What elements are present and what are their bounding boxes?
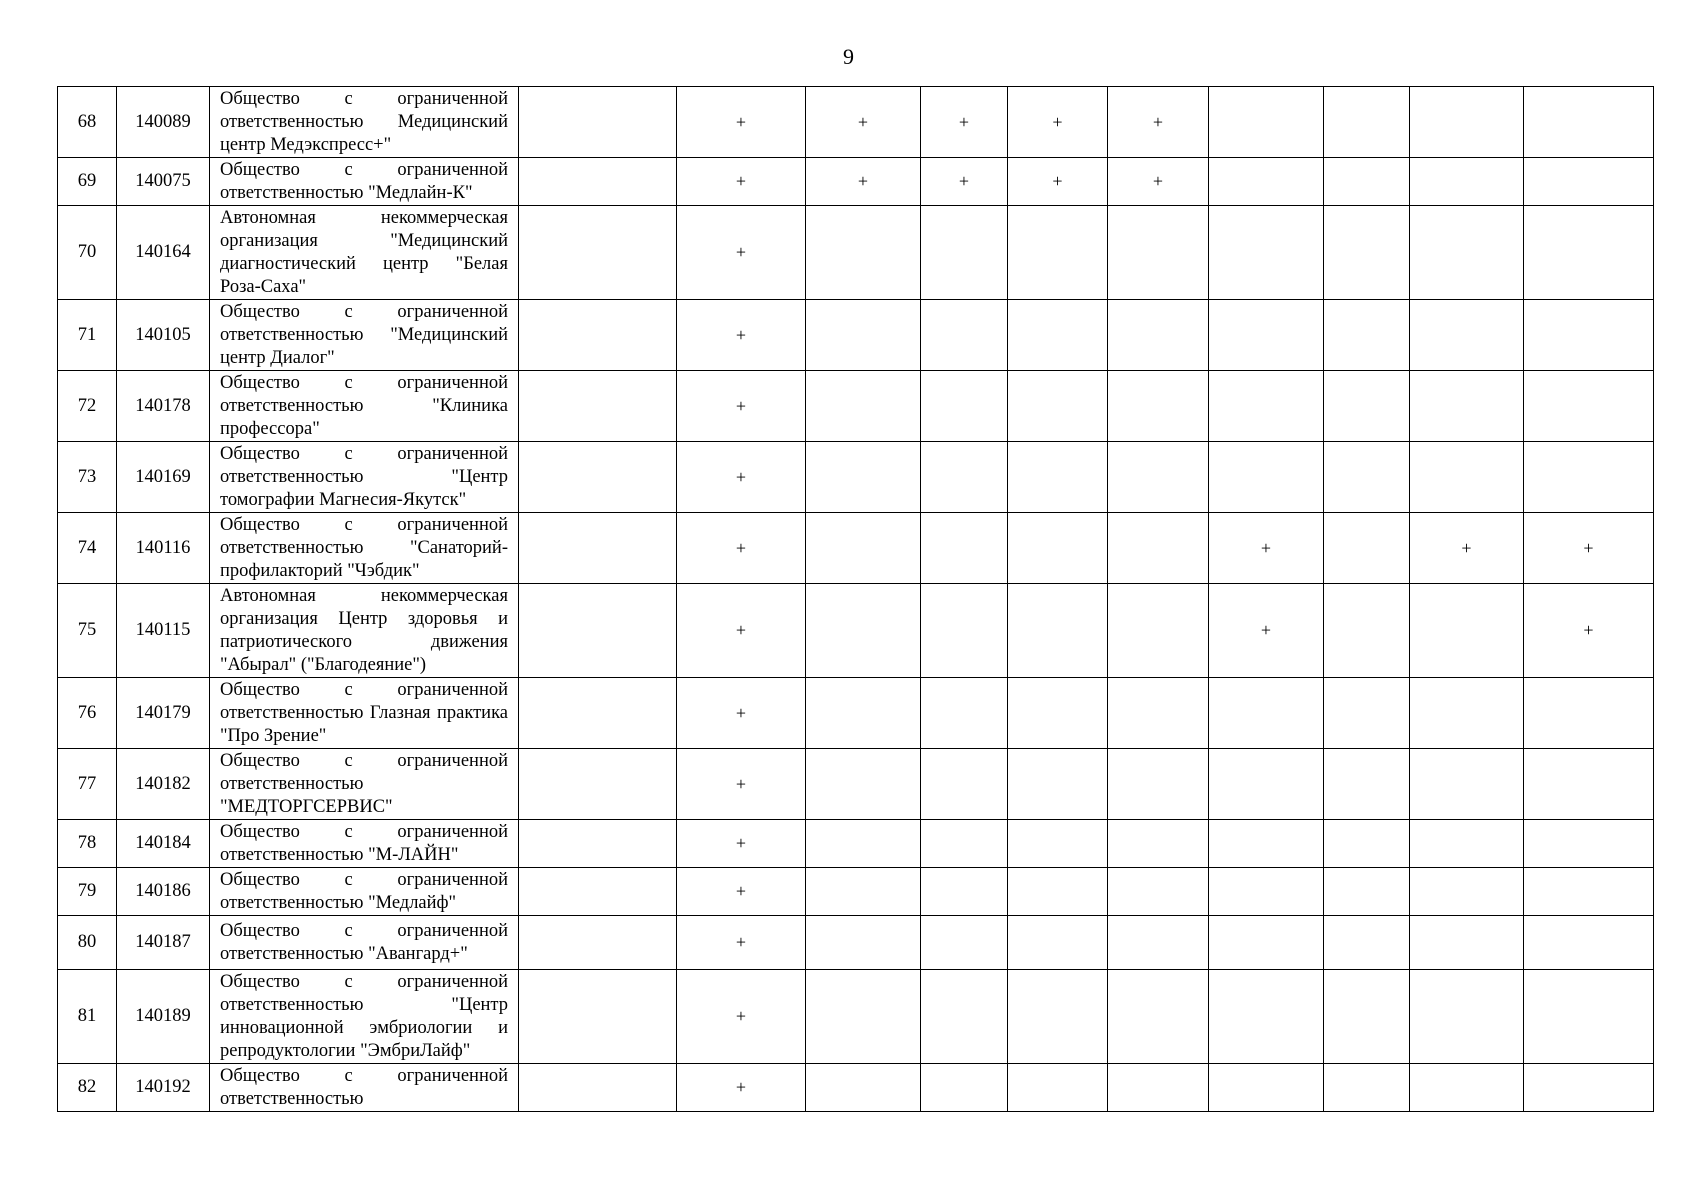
row-number: 68	[58, 87, 117, 158]
mark-cell-9	[1410, 749, 1524, 820]
row-number: 79	[58, 868, 117, 916]
mark-cell-1	[519, 206, 677, 300]
mark-cell-10	[1524, 158, 1654, 206]
registry-code: 140089	[117, 87, 210, 158]
mark-cell-5	[1008, 442, 1108, 513]
organization-name: Общество с ограниченной ответственностью	[210, 1064, 519, 1112]
mark-cell-8	[1324, 371, 1410, 442]
mark-cell-9	[1410, 678, 1524, 749]
row-number: 76	[58, 678, 117, 749]
registry-code: 140182	[117, 749, 210, 820]
row-number: 80	[58, 916, 117, 970]
mark-cell-2: +	[677, 371, 806, 442]
mark-cell-2: +	[677, 87, 806, 158]
mark-cell-8	[1324, 970, 1410, 1064]
organization-name: Общество с ограниченной ответственностью "МЕДТОРГСЕРВИС"	[210, 749, 519, 820]
mark-cell-7	[1209, 206, 1324, 300]
mark-cell-7	[1209, 970, 1324, 1064]
mark-cell-3	[806, 916, 921, 970]
mark-cell-4	[921, 868, 1008, 916]
registry-code: 140105	[117, 300, 210, 371]
mark-cell-8	[1324, 678, 1410, 749]
mark-cell-6	[1108, 916, 1209, 970]
table-row	[58, 87, 1654, 158]
mark-cell-5: +	[1008, 87, 1108, 158]
table-row	[58, 820, 1654, 868]
mark-cell-7	[1209, 868, 1324, 916]
mark-cell-4	[921, 584, 1008, 678]
mark-cell-1	[519, 820, 677, 868]
mark-cell-7	[1209, 1064, 1324, 1112]
mark-cell-1	[519, 87, 677, 158]
mark-cell-10: +	[1524, 584, 1654, 678]
mark-cell-8	[1324, 158, 1410, 206]
organization-name: Общество с ограниченной ответственностью Глазная практика "Про Зрение"	[210, 678, 519, 749]
table-row	[58, 749, 1654, 820]
mark-cell-9	[1410, 970, 1524, 1064]
mark-cell-7	[1209, 749, 1324, 820]
registry-code: 140115	[117, 584, 210, 678]
mark-cell-2: +	[677, 513, 806, 584]
mark-cell-2: +	[677, 584, 806, 678]
mark-cell-6	[1108, 970, 1209, 1064]
mark-cell-2: +	[677, 916, 806, 970]
mark-cell-4	[921, 442, 1008, 513]
mark-cell-3	[806, 584, 921, 678]
mark-cell-8	[1324, 868, 1410, 916]
mark-cell-7: +	[1209, 513, 1324, 584]
mark-cell-3	[806, 868, 921, 916]
mark-cell-5	[1008, 678, 1108, 749]
mark-cell-9	[1410, 300, 1524, 371]
mark-cell-7	[1209, 442, 1324, 513]
mark-cell-10	[1524, 678, 1654, 749]
mark-cell-4	[921, 916, 1008, 970]
mark-cell-10: +	[1524, 513, 1654, 584]
row-number: 73	[58, 442, 117, 513]
registry-code: 140184	[117, 820, 210, 868]
mark-cell-2: +	[677, 158, 806, 206]
row-number: 81	[58, 970, 117, 1064]
mark-cell-10	[1524, 868, 1654, 916]
row-number: 77	[58, 749, 117, 820]
table-row	[58, 300, 1654, 371]
table-row	[58, 970, 1654, 1064]
mark-cell-2: +	[677, 970, 806, 1064]
mark-cell-3	[806, 300, 921, 371]
mark-cell-4	[921, 749, 1008, 820]
mark-cell-1	[519, 868, 677, 916]
registry-code: 140189	[117, 970, 210, 1064]
table-row	[58, 513, 1654, 584]
mark-cell-8	[1324, 442, 1410, 513]
row-number: 69	[58, 158, 117, 206]
mark-cell-10	[1524, 970, 1654, 1064]
mark-cell-10	[1524, 1064, 1654, 1112]
mark-cell-7	[1209, 87, 1324, 158]
registry-code: 140164	[117, 206, 210, 300]
organization-name: Общество с ограниченной ответственностью Медицинский центр Медэкспресс+"	[210, 87, 519, 158]
mark-cell-3: +	[806, 87, 921, 158]
mark-cell-1	[519, 678, 677, 749]
mark-cell-9	[1410, 584, 1524, 678]
mark-cell-5	[1008, 371, 1108, 442]
row-number: 75	[58, 584, 117, 678]
mark-cell-4: +	[921, 158, 1008, 206]
mark-cell-6	[1108, 513, 1209, 584]
mark-cell-3	[806, 678, 921, 749]
organization-name: Общество с ограниченной ответственностью "Медлайн-К"	[210, 158, 519, 206]
mark-cell-6	[1108, 868, 1209, 916]
table-row	[58, 584, 1654, 678]
mark-cell-5	[1008, 970, 1108, 1064]
organization-name: Общество с ограниченной ответственностью "Клиника профессора"	[210, 371, 519, 442]
row-number: 74	[58, 513, 117, 584]
mark-cell-7: +	[1209, 584, 1324, 678]
mark-cell-6	[1108, 678, 1209, 749]
mark-cell-4	[921, 513, 1008, 584]
mark-cell-7	[1209, 300, 1324, 371]
organization-name: Общество с ограниченной ответственностью "Санаторий-профилакторий "Чэбдик"	[210, 513, 519, 584]
mark-cell-1	[519, 970, 677, 1064]
mark-cell-3	[806, 1064, 921, 1112]
mark-cell-6	[1108, 442, 1209, 513]
mark-cell-2: +	[677, 820, 806, 868]
registry-code: 140186	[117, 868, 210, 916]
mark-cell-2: +	[677, 868, 806, 916]
table-row	[58, 442, 1654, 513]
row-number: 70	[58, 206, 117, 300]
mark-cell-3	[806, 442, 921, 513]
mark-cell-3	[806, 206, 921, 300]
mark-cell-3	[806, 749, 921, 820]
mark-cell-9	[1410, 371, 1524, 442]
mark-cell-5	[1008, 868, 1108, 916]
mark-cell-1	[519, 749, 677, 820]
mark-cell-8	[1324, 513, 1410, 584]
mark-cell-5	[1008, 820, 1108, 868]
mark-cell-6	[1108, 584, 1209, 678]
mark-cell-1	[519, 916, 677, 970]
registry-code: 140192	[117, 1064, 210, 1112]
row-number: 78	[58, 820, 117, 868]
mark-cell-10	[1524, 206, 1654, 300]
mark-cell-5	[1008, 749, 1108, 820]
mark-cell-8	[1324, 584, 1410, 678]
mark-cell-3	[806, 970, 921, 1064]
registry-code: 140169	[117, 442, 210, 513]
mark-cell-2: +	[677, 749, 806, 820]
organization-name: Общество с ограниченной ответственностью "Медицинский центр Диалог"	[210, 300, 519, 371]
table-row	[58, 868, 1654, 916]
mark-cell-8	[1324, 749, 1410, 820]
organization-name: Общество с ограниченной ответственностью "Медлайф"	[210, 868, 519, 916]
mark-cell-10	[1524, 820, 1654, 868]
table-body	[58, 87, 1654, 1112]
mark-cell-2: +	[677, 300, 806, 371]
mark-cell-7	[1209, 158, 1324, 206]
organization-name: Общество с ограниченной ответственностью "Авангард+"	[210, 916, 519, 970]
row-number: 72	[58, 371, 117, 442]
mark-cell-9	[1410, 820, 1524, 868]
organization-name: Автономная некоммерческая организация "Медицинский диагностический центр "Белая Роза-Саха"	[210, 206, 519, 300]
mark-cell-7	[1209, 678, 1324, 749]
mark-cell-5	[1008, 916, 1108, 970]
mark-cell-6	[1108, 371, 1209, 442]
mark-cell-5	[1008, 300, 1108, 371]
table-row	[58, 371, 1654, 442]
mark-cell-8	[1324, 87, 1410, 158]
mark-cell-7	[1209, 371, 1324, 442]
mark-cell-9: +	[1410, 513, 1524, 584]
registry-code: 140178	[117, 371, 210, 442]
mark-cell-2: +	[677, 678, 806, 749]
mark-cell-6	[1108, 749, 1209, 820]
mark-cell-7	[1209, 916, 1324, 970]
row-number: 82	[58, 1064, 117, 1112]
mark-cell-8	[1324, 916, 1410, 970]
mark-cell-4	[921, 820, 1008, 868]
registry-table	[57, 86, 1654, 1112]
registry-code: 140075	[117, 158, 210, 206]
mark-cell-1	[519, 442, 677, 513]
mark-cell-4: +	[921, 87, 1008, 158]
mark-cell-4	[921, 970, 1008, 1064]
mark-cell-8	[1324, 300, 1410, 371]
mark-cell-4	[921, 206, 1008, 300]
organization-name: Общество с ограниченной ответственностью "Центр томографии Магнесия-Якутск"	[210, 442, 519, 513]
mark-cell-1	[519, 158, 677, 206]
mark-cell-1	[519, 584, 677, 678]
mark-cell-8	[1324, 1064, 1410, 1112]
mark-cell-4	[921, 678, 1008, 749]
registry-code: 140179	[117, 678, 210, 749]
mark-cell-9	[1410, 868, 1524, 916]
mark-cell-9	[1410, 1064, 1524, 1112]
table-row	[58, 158, 1654, 206]
table-row	[58, 916, 1654, 970]
mark-cell-9	[1410, 158, 1524, 206]
mark-cell-10	[1524, 300, 1654, 371]
mark-cell-6: +	[1108, 158, 1209, 206]
mark-cell-4	[921, 371, 1008, 442]
mark-cell-9	[1410, 916, 1524, 970]
organization-name: Общество с ограниченной ответственностью "Центр инновационной эмбриологии и репродуктологии "ЭмбриЛайф"	[210, 970, 519, 1064]
mark-cell-6	[1108, 300, 1209, 371]
mark-cell-9	[1410, 442, 1524, 513]
table-row	[58, 206, 1654, 300]
table-row	[58, 1064, 1654, 1112]
organization-name: Автономная некоммерческая организация Центр здоровья и патриотического движения "Абырал" ("Благодеяние")	[210, 584, 519, 678]
mark-cell-1	[519, 513, 677, 584]
mark-cell-5	[1008, 584, 1108, 678]
mark-cell-2: +	[677, 1064, 806, 1112]
mark-cell-5	[1008, 1064, 1108, 1112]
mark-cell-9	[1410, 87, 1524, 158]
mark-cell-2: +	[677, 206, 806, 300]
mark-cell-1	[519, 300, 677, 371]
mark-cell-10	[1524, 87, 1654, 158]
mark-cell-8	[1324, 820, 1410, 868]
mark-cell-10	[1524, 371, 1654, 442]
mark-cell-8	[1324, 206, 1410, 300]
mark-cell-1	[519, 371, 677, 442]
mark-cell-3: +	[806, 158, 921, 206]
mark-cell-5	[1008, 206, 1108, 300]
mark-cell-10	[1524, 916, 1654, 970]
mark-cell-4	[921, 300, 1008, 371]
organization-name: Общество с ограниченной ответственностью "М-ЛАЙН"	[210, 820, 519, 868]
page-number: 9	[843, 44, 854, 69]
mark-cell-6	[1108, 206, 1209, 300]
mark-cell-5	[1008, 513, 1108, 584]
mark-cell-10	[1524, 442, 1654, 513]
mark-cell-7	[1209, 820, 1324, 868]
registry-code: 140187	[117, 916, 210, 970]
mark-cell-9	[1410, 206, 1524, 300]
table-row	[58, 678, 1654, 749]
mark-cell-3	[806, 371, 921, 442]
mark-cell-5: +	[1008, 158, 1108, 206]
mark-cell-3	[806, 820, 921, 868]
mark-cell-3	[806, 513, 921, 584]
mark-cell-6: +	[1108, 87, 1209, 158]
mark-cell-1	[519, 1064, 677, 1112]
mark-cell-2: +	[677, 442, 806, 513]
mark-cell-6	[1108, 820, 1209, 868]
mark-cell-4	[921, 1064, 1008, 1112]
row-number: 71	[58, 300, 117, 371]
mark-cell-10	[1524, 749, 1654, 820]
registry-code: 140116	[117, 513, 210, 584]
mark-cell-6	[1108, 1064, 1209, 1112]
